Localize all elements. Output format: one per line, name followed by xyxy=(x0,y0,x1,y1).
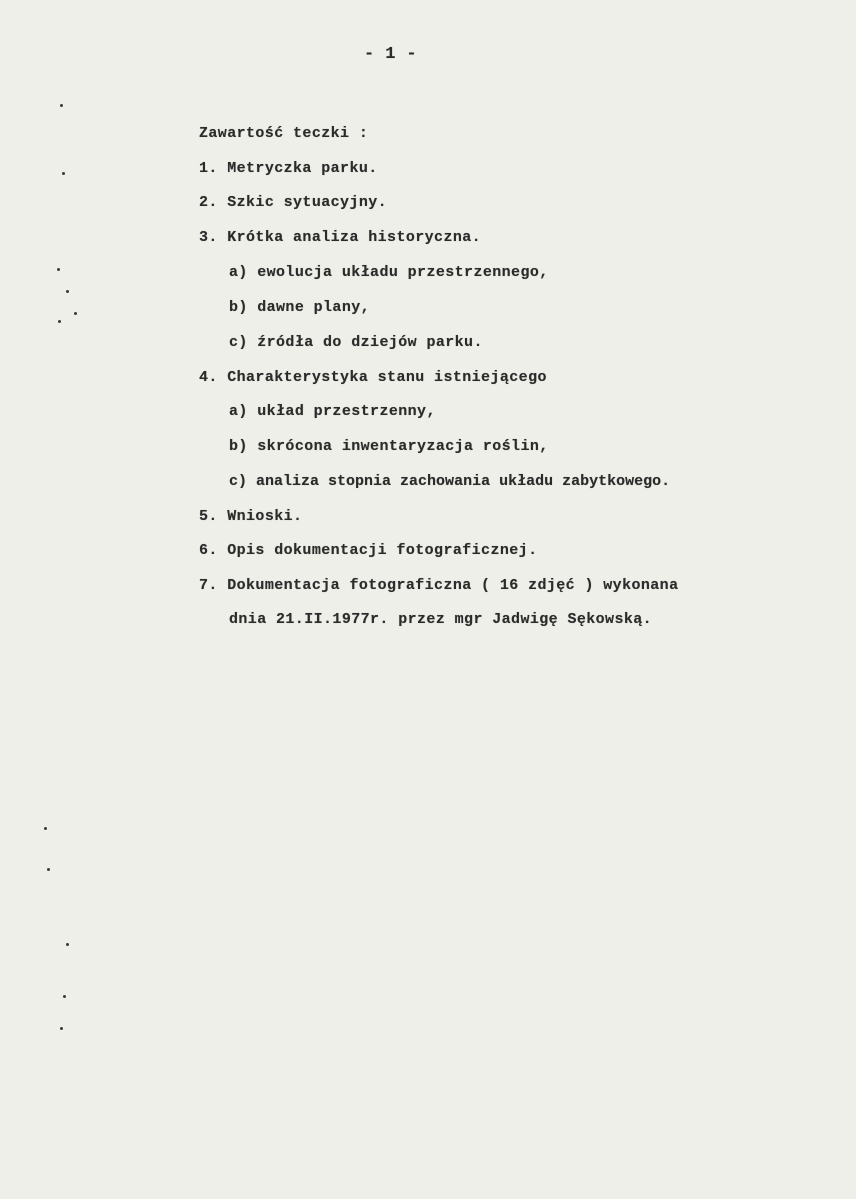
margin-speck xyxy=(74,312,77,315)
subitem-text: układ przestrzenny, xyxy=(257,403,436,420)
page-number: - 1 - xyxy=(364,45,418,64)
list-subitem xyxy=(229,403,436,420)
margin-speck xyxy=(62,172,65,175)
item-marker: 1. xyxy=(199,160,218,177)
subitem-text: źródła do dziejów parku. xyxy=(257,334,483,351)
list-item xyxy=(199,508,302,525)
margin-speck xyxy=(60,1027,63,1030)
margin-speck xyxy=(47,868,50,871)
item-marker: 7. xyxy=(199,577,218,594)
item-marker: 5. xyxy=(199,508,218,525)
subitem-text: skrócona inwentaryzacja roślin, xyxy=(257,438,549,455)
item-text: Opis dokumentacji fotograficznej. xyxy=(227,542,538,559)
margin-speck xyxy=(57,268,60,271)
subitem-marker: a) xyxy=(229,264,248,281)
margin-speck xyxy=(66,290,69,293)
list-subitem xyxy=(229,473,670,490)
margin-speck xyxy=(63,995,66,998)
list-item xyxy=(199,229,481,246)
item-marker: 6. xyxy=(199,542,218,559)
subitem-marker: c) xyxy=(229,473,248,490)
list-item xyxy=(199,369,547,386)
subitem-text: ewolucja układu przestrzennego, xyxy=(257,264,549,281)
margin-speck xyxy=(44,827,47,830)
subitem-marker: b) xyxy=(229,438,248,455)
item-text: Dokumentacja fotograficzna ( 16 zdjęć ) wykonana xyxy=(227,577,679,594)
contents-heading: Zawartość teczki : xyxy=(199,125,369,142)
list-item xyxy=(199,542,537,559)
margin-speck xyxy=(60,104,63,107)
margin-speck xyxy=(58,320,61,323)
subitem-marker: b) xyxy=(229,299,248,316)
subitem-text: analiza stopnia zachowania układu zabytkowego. xyxy=(256,473,671,490)
item-text: Szkic sytuacyjny. xyxy=(227,194,388,211)
list-subitem xyxy=(229,299,370,316)
item-marker: 3. xyxy=(199,229,218,246)
item-text: Charakterystyka stanu istniejącego xyxy=(227,369,547,386)
list-subitem xyxy=(229,334,483,351)
item-marker: 2. xyxy=(199,194,218,211)
list-item-continuation xyxy=(229,611,652,628)
item-marker: 4. xyxy=(199,369,218,386)
list-item xyxy=(199,160,378,177)
item-text: Krótka analiza historyczna. xyxy=(227,229,482,246)
list-subitem xyxy=(229,438,549,455)
margin-speck xyxy=(66,943,69,946)
list-subitem xyxy=(229,264,549,281)
continuation-text: dnia 21.II.1977r. przez mgr Jadwigę Sękowską. xyxy=(229,611,653,628)
item-text: Wnioski. xyxy=(227,508,303,525)
list-item xyxy=(199,194,387,211)
item-text: Metryczka parku. xyxy=(227,160,378,177)
list-item xyxy=(199,577,679,594)
subitem-text: dawne plany, xyxy=(257,299,371,316)
subitem-marker: a) xyxy=(229,403,248,420)
subitem-marker: c) xyxy=(229,334,248,351)
